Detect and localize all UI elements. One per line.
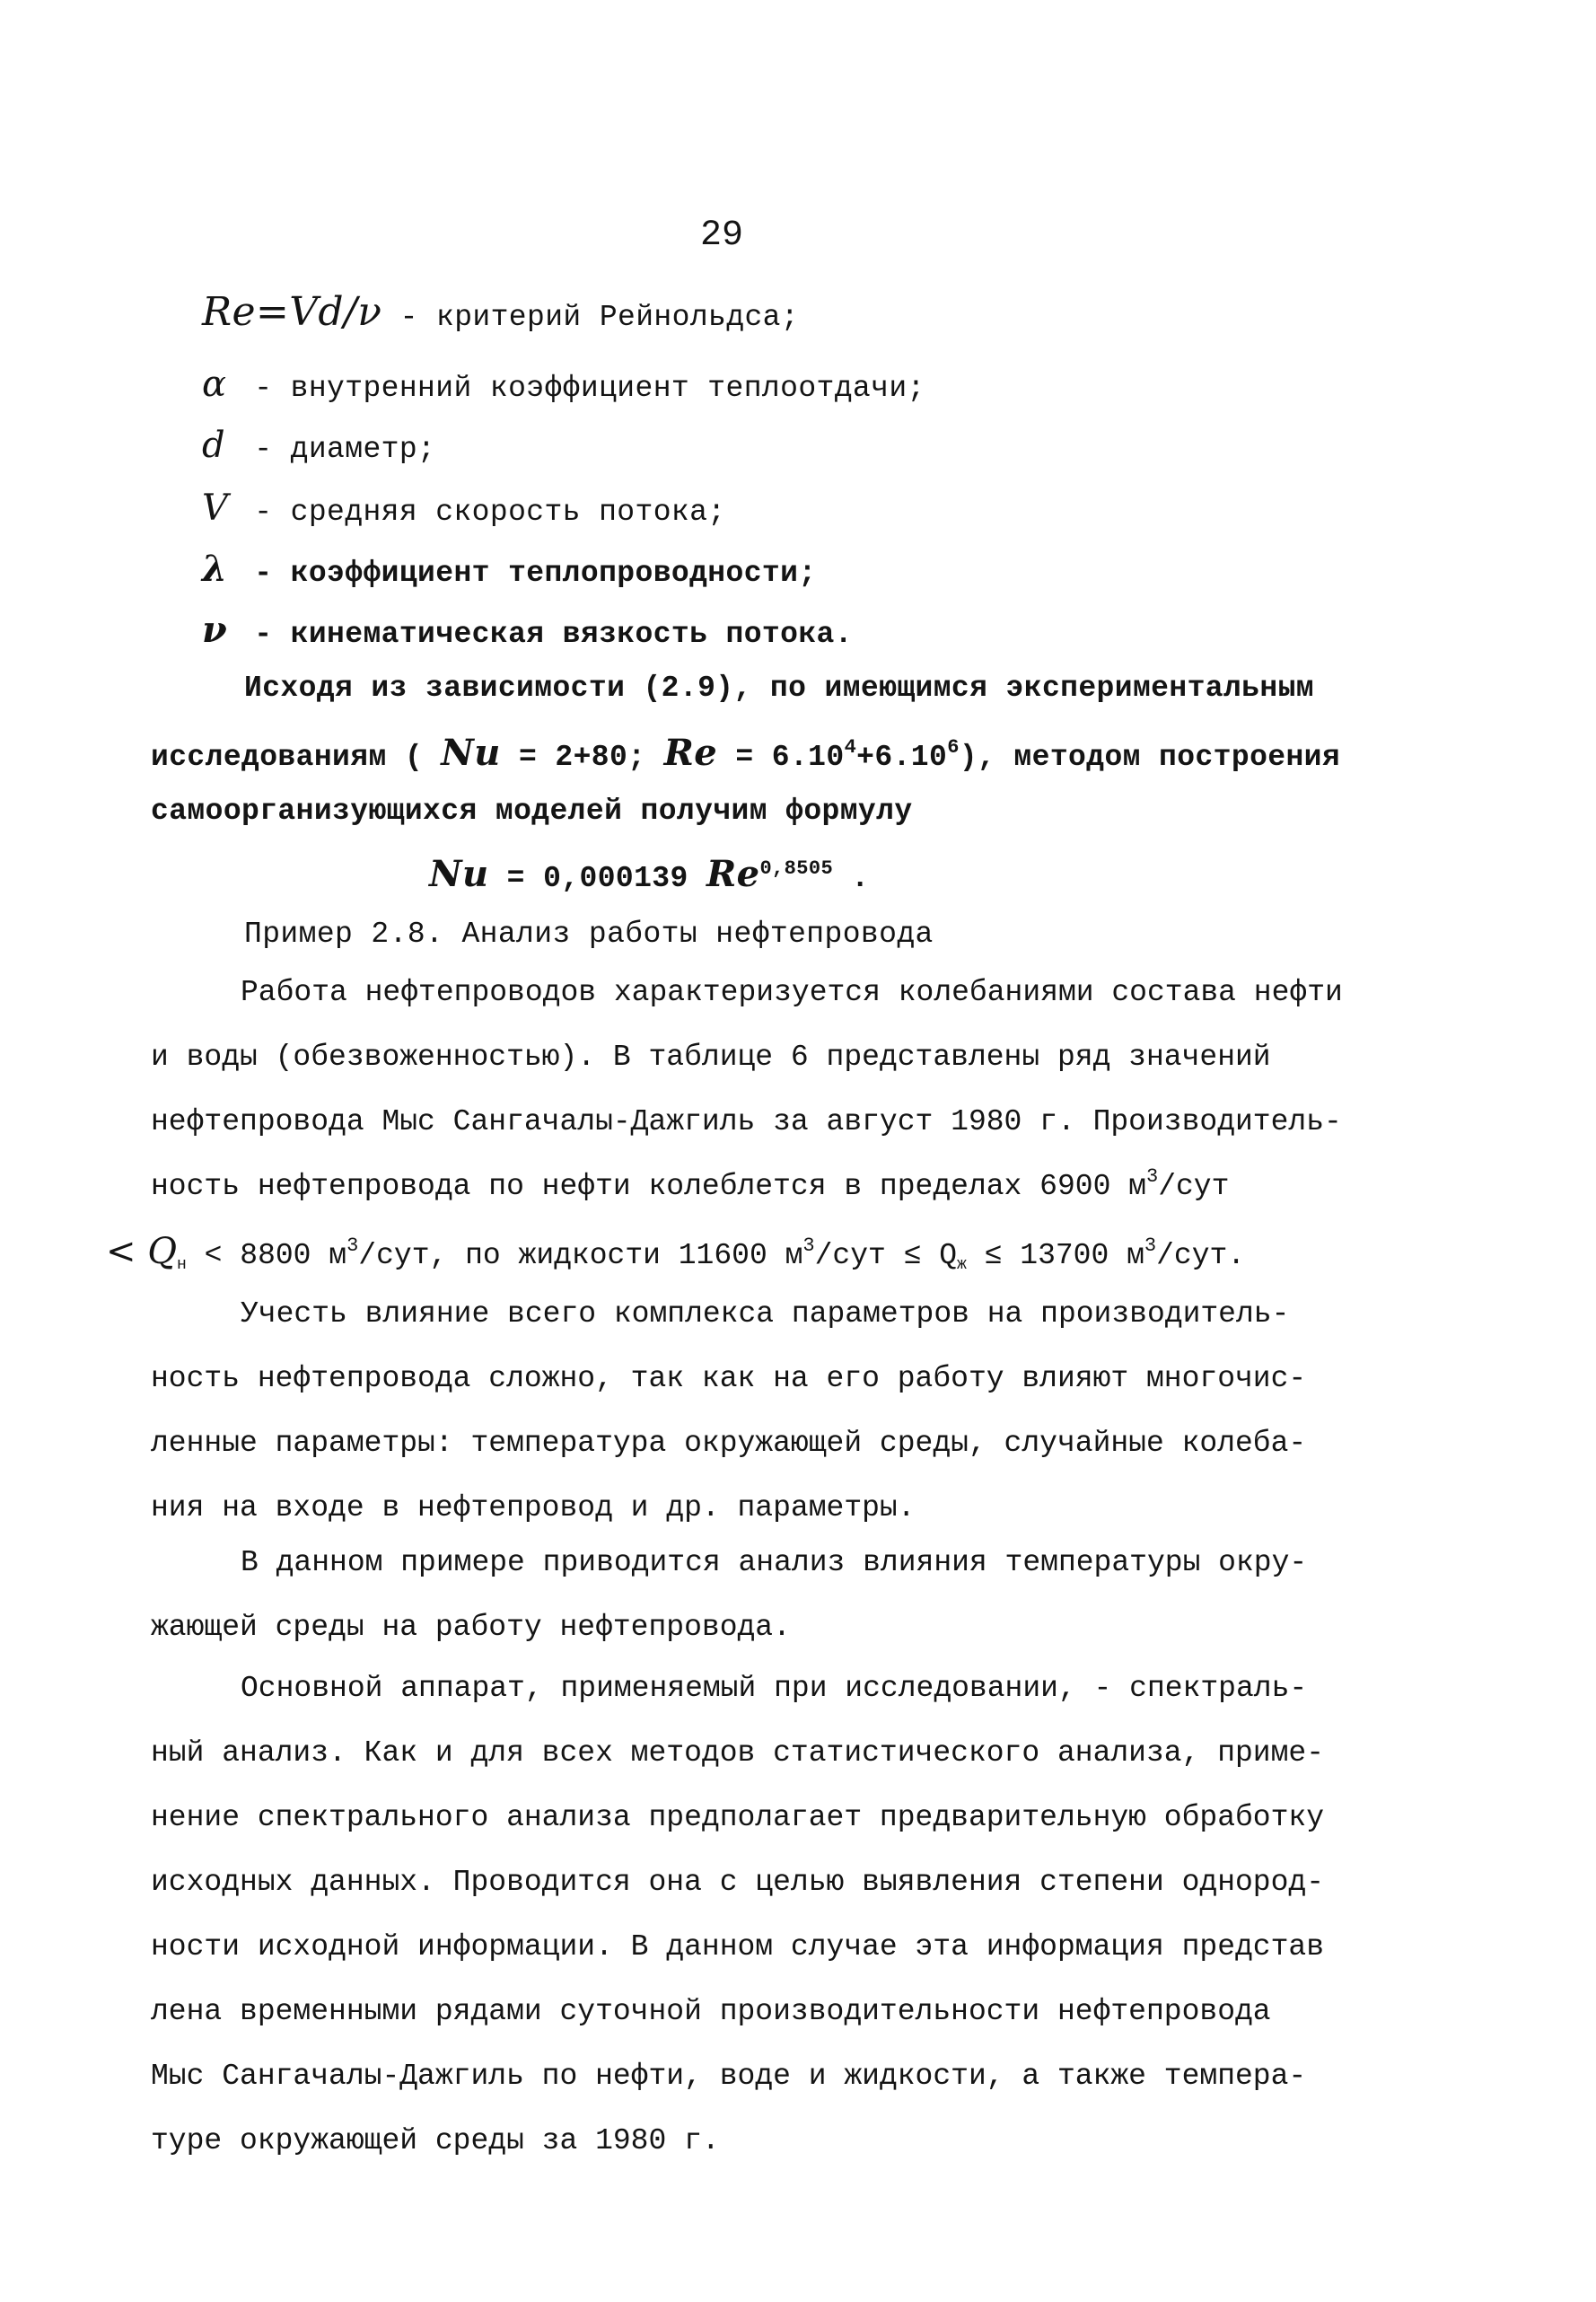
paragraph-line: нение спектрального анализа предполагает предварительную обработку — [151, 1801, 1325, 1834]
text-span: /сут ≤ Q — [814, 1239, 958, 1272]
paragraph-line — [151, 1155, 1345, 1219]
text-span: = 2+80; — [518, 741, 646, 774]
exponent: 3 — [802, 1234, 815, 1257]
paragraph-line: Мыс Сангачалы-Дажгиль по нефти, воде и жидкости, а также темпера- — [151, 2060, 1307, 2093]
nusselt-symbol: Nu — [429, 853, 489, 895]
paragraph-line: В данном примере приводится анализ влияния температуры окру- — [241, 1546, 1308, 1579]
paragraph-line: исходных данных. Проводится она с целью выявления степени однород- — [151, 1866, 1325, 1899]
paragraph-line: ленные параметры: температура окружающей среды, случайные колеба- — [151, 1427, 1307, 1460]
formula-end: . — [851, 862, 870, 895]
paragraph-3 — [151, 1282, 1345, 1541]
exponent: 3 — [1144, 1234, 1157, 1257]
paragraph-line: и воды (обезвоженностью). В таблице 6 представлены ряд значений — [151, 1041, 1271, 1074]
text-span: ность нефтепровода по нефти колеблется в пределах 6900 м — [151, 1170, 1146, 1203]
exponent: 6 — [947, 736, 960, 759]
paragraph-line: нефтепровода Мыс Сангачалы-Дажгиль за август 1980 г. Производитель- — [151, 1105, 1342, 1138]
definition-symbol: d — [202, 425, 226, 466]
page-number: 29 — [700, 215, 744, 256]
definition-symbol: α — [202, 364, 227, 405]
paragraph-1-line-3: самоорганизующихся моделей получим формулу — [151, 795, 913, 828]
text-span: = 6.10 — [735, 741, 845, 774]
paragraph-line: ный анализ. Как и для всех методов статистического анализа, приме- — [151, 1736, 1325, 1770]
definition-viscosity — [202, 609, 853, 651]
definition-alpha — [202, 364, 925, 405]
definition-text: - средняя скорость потока; — [254, 496, 726, 529]
paragraph-line: жающей среды на работу нефтепровода. — [151, 1611, 791, 1644]
paragraph-line: туре окружающей среды за 1980 г. — [151, 2124, 720, 2157]
text-span: ), методом построения — [959, 741, 1341, 774]
paragraph-5 — [151, 1656, 1345, 2174]
paragraph-line: Работа нефтепроводов характеризуется колебаниями состава нефти — [241, 976, 1343, 1009]
paragraph-4 — [151, 1531, 1345, 1660]
text-span: < 8800 м — [204, 1239, 347, 1272]
definition-lambda — [202, 548, 817, 590]
paragraph-line — [106, 1219, 1345, 1284]
example-title: Пример 2.8. Анализ работы нефтепровода — [244, 918, 934, 951]
nusselt-symbol: Nu — [441, 732, 501, 774]
reynolds-symbol: Re — [706, 853, 760, 895]
formula — [429, 853, 870, 895]
paragraph-line: ния на входе в нефтепровод и др. параметры. — [151, 1491, 916, 1524]
definition-text: - критерий Рейнольдса; — [399, 301, 800, 334]
exponent: 3 — [1145, 1165, 1159, 1188]
text-span: ≤ 13700 м — [984, 1239, 1144, 1272]
paragraph-line: Учесть влияние всего комплекса параметров на производитель- — [241, 1297, 1290, 1331]
exponent: 3 — [346, 1234, 359, 1257]
text-span: /сут, по жидкости 11600 м — [358, 1239, 803, 1272]
formula-exponent: 0,8505 — [759, 857, 834, 880]
paragraph-1-line-1: Исходя из зависимости (2.9), по имеющимся экспериментальным — [244, 672, 1314, 705]
paragraph-line: ности исходной информации. В данном случае эта информация представ — [151, 1930, 1325, 1964]
definition-text: - коэффициент теплопроводности; — [254, 557, 817, 590]
definition-symbol: ν — [202, 609, 228, 651]
paragraph-2 — [106, 961, 1345, 1284]
definition-text: - диаметр; — [254, 433, 436, 466]
formula-coefficient: = 0,000139 — [506, 862, 688, 895]
flow-symbol: < Q — [106, 1231, 178, 1272]
exponent: 4 — [844, 736, 857, 759]
subscript: ж — [957, 1256, 967, 1274]
definition-symbol: V — [202, 488, 229, 529]
subscript: н — [177, 1256, 187, 1274]
paragraph-1-line-2 — [151, 732, 1340, 774]
paragraph-line: Основной аппарат, применяемый при исследовании, - спектраль- — [241, 1672, 1308, 1705]
definition-diameter — [202, 425, 435, 466]
reynolds-symbol: Re — [663, 732, 718, 774]
definition-reynolds — [202, 289, 799, 335]
text-span: исследованиям ( — [151, 741, 424, 774]
text-span: +6.10 — [856, 741, 948, 774]
text-span: /сут. — [1156, 1239, 1246, 1272]
definition-symbol: Re=Vd/ν — [202, 289, 382, 335]
definition-symbol: λ — [202, 548, 228, 590]
definition-text: - внутренний коэффициент теплоотдачи; — [254, 372, 925, 405]
definition-text: - кинематическая вязкость потока. — [254, 618, 853, 651]
paragraph-line: лена временными рядами суточной производительности нефтепровода — [151, 1995, 1271, 2028]
paragraph-line: ность нефтепровода сложно, так как на его работу влияют многочис- — [151, 1362, 1307, 1395]
text-span: /сут — [1158, 1170, 1230, 1203]
definition-velocity — [202, 488, 726, 529]
